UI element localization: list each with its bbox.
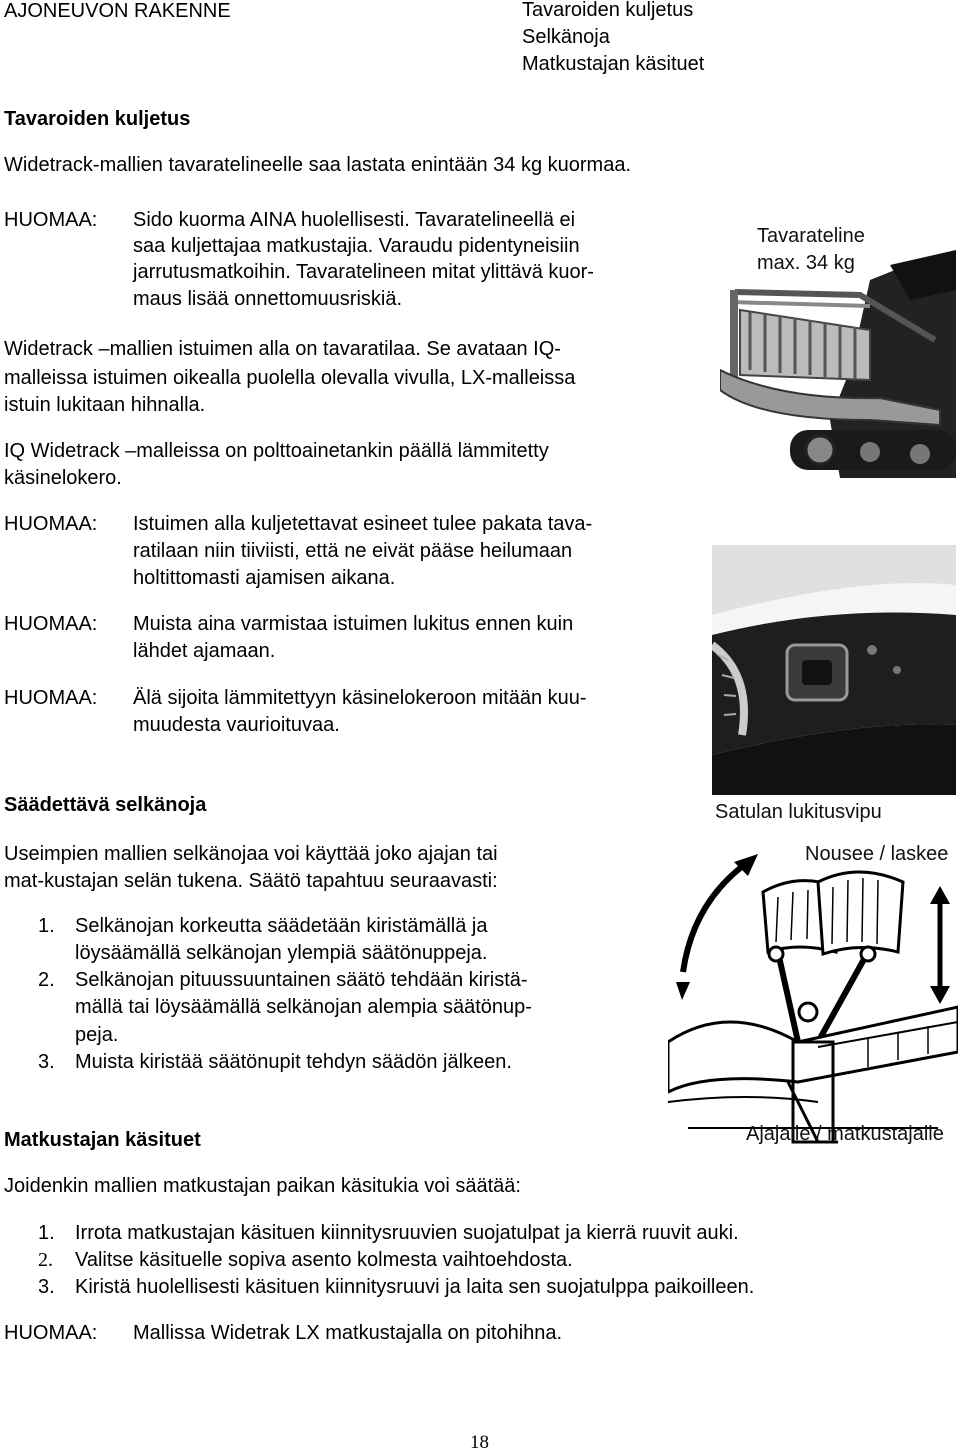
backrest-adjustment-illustration <box>668 842 958 1152</box>
seat-lock-figure <box>712 545 956 795</box>
list-number: 3. <box>38 1051 55 1073</box>
note-line: maus lisää onnettomuusriskiä. <box>133 288 403 310</box>
note-line: saa kuljettajaa matkustajia. Varaudu pidentyneisiin <box>133 235 580 257</box>
cargo-heading: Tavaroiden kuljetus <box>4 108 191 130</box>
note-line: muudesta vaurioituvaa. <box>133 714 340 736</box>
backrest-intro-line: mat-kustajan selän tukena. Säätö tapahtuu seuraavasti: <box>4 870 498 892</box>
note-label: HUOMAA: <box>4 209 98 231</box>
list-item-line: Selkänojan pituussuuntainen säätö tehdään kiristä- <box>75 969 528 991</box>
list-number: 1. <box>38 915 55 937</box>
cargo-paragraph-2-line: Widetrack –mallien istuimen alla on tavaratilaa. Se avataan IQ- <box>4 338 561 360</box>
note-label: HUOMAA: <box>4 687 98 709</box>
note-line: Muista aina varmistaa istuimen lukitus ennen kuin <box>133 613 574 635</box>
rack-caption-line: Tavarateline <box>757 225 865 247</box>
note-line: ratilaan niin tiiviisti, että ne eivät pääse heilumaan <box>133 540 573 562</box>
list-item-line: peja. <box>75 1024 119 1046</box>
list-item-line: löysäämällä selkänojan ylempiä säätönuppeja. <box>75 942 488 964</box>
seat-lock-caption: Satulan lukitusvipu <box>715 801 882 823</box>
cargo-paragraph-3-line: käsinelokero. <box>4 467 122 489</box>
list-item-text: Valitse käsituelle sopiva asento kolmesta vaihtoehdosta. <box>75 1249 573 1271</box>
header-topic-2: Selkänoja <box>522 26 610 48</box>
list-item-text: Kiristä huolellisesti käsituen kiinnitysruuvi ja laita sen suojatulppa paikoilleen. <box>75 1276 755 1298</box>
backrest-caption-bottom: Ajajalle / matkustajalle <box>746 1123 944 1145</box>
backrest-heading: Säädettävä selkänoja <box>4 794 207 816</box>
page-number: 18 <box>470 1432 489 1453</box>
backrest-intro-line: Useimpien mallien selkänojaa voi käyttää joko ajajan tai <box>4 843 498 865</box>
header-topic-3: Matkustajan käsituet <box>522 53 705 75</box>
backrest-adjustment-figure <box>668 842 958 1152</box>
cargo-paragraph-1: Widetrack-mallien tavaratelineelle saa lastata enintään 34 kg kuormaa. <box>4 154 632 176</box>
list-number: 2. <box>38 969 55 991</box>
note-line: Sido kuorma AINA huolellisesti. Tavaratelineellä ei <box>133 209 576 231</box>
backrest-caption-top: Nousee / laskee <box>805 843 949 865</box>
handles-heading: Matkustajan käsituet <box>4 1129 201 1151</box>
list-item-line: mällä tai löysäämällä selkänojan alempia säätönup- <box>75 996 532 1018</box>
note-line: Mallissa Widetrak LX matkustajalla on pitohihna. <box>133 1322 563 1344</box>
note-line: holtittomasti ajamisen aikana. <box>133 567 396 589</box>
note-line: Älä sijoita lämmitettyyn käsinelokeroon mitään kuu- <box>133 687 587 709</box>
rack-caption-line: max. 34 kg <box>757 252 855 274</box>
note-line: jarrutusmatkoihin. Tavaratelineen mitat ylittävä kuor- <box>133 261 594 283</box>
note-label: HUOMAA: <box>4 1322 98 1344</box>
list-item-text: Irrota matkustajan käsituen kiinnitysruuvien suojatulpat ja kierrä ruuvit auki. <box>75 1222 739 1244</box>
seat-lock-illustration <box>712 545 956 795</box>
list-number: 3. <box>38 1276 55 1298</box>
note-label: HUOMAA: <box>4 513 98 535</box>
note-line: Istuimen alla kuljetettavat esineet tulee pakata tava- <box>133 513 593 535</box>
note-label: HUOMAA: <box>4 613 98 635</box>
list-item-line: Muista kiristää säätönupit tehdyn säädön jälkeen. <box>75 1051 512 1073</box>
list-number: 1. <box>38 1222 55 1244</box>
cargo-rack-figure <box>720 220 956 478</box>
cargo-paragraph-3-line: IQ Widetrack –malleissa on polttoainetankin päällä lämmitetty <box>4 440 549 462</box>
list-item-line: Selkänojan korkeutta säädetään kiristämällä ja <box>75 915 488 937</box>
note-line: lähdet ajamaan. <box>133 640 276 662</box>
cargo-paragraph-2-line: malleissa istuimen oikealla puolella olevalla vivulla, LX-malleissa <box>4 367 576 389</box>
header-topic-1: Tavaroiden kuljetus <box>522 0 694 21</box>
header-section-title: AJONEUVON RAKENNE <box>4 0 231 22</box>
list-number: 2. <box>38 1249 53 1271</box>
handles-intro: Joidenkin mallien matkustajan paikan käsitukia voi säätää: <box>4 1175 521 1197</box>
cargo-paragraph-2-line: istuin lukitaan hihnalla. <box>4 394 206 416</box>
